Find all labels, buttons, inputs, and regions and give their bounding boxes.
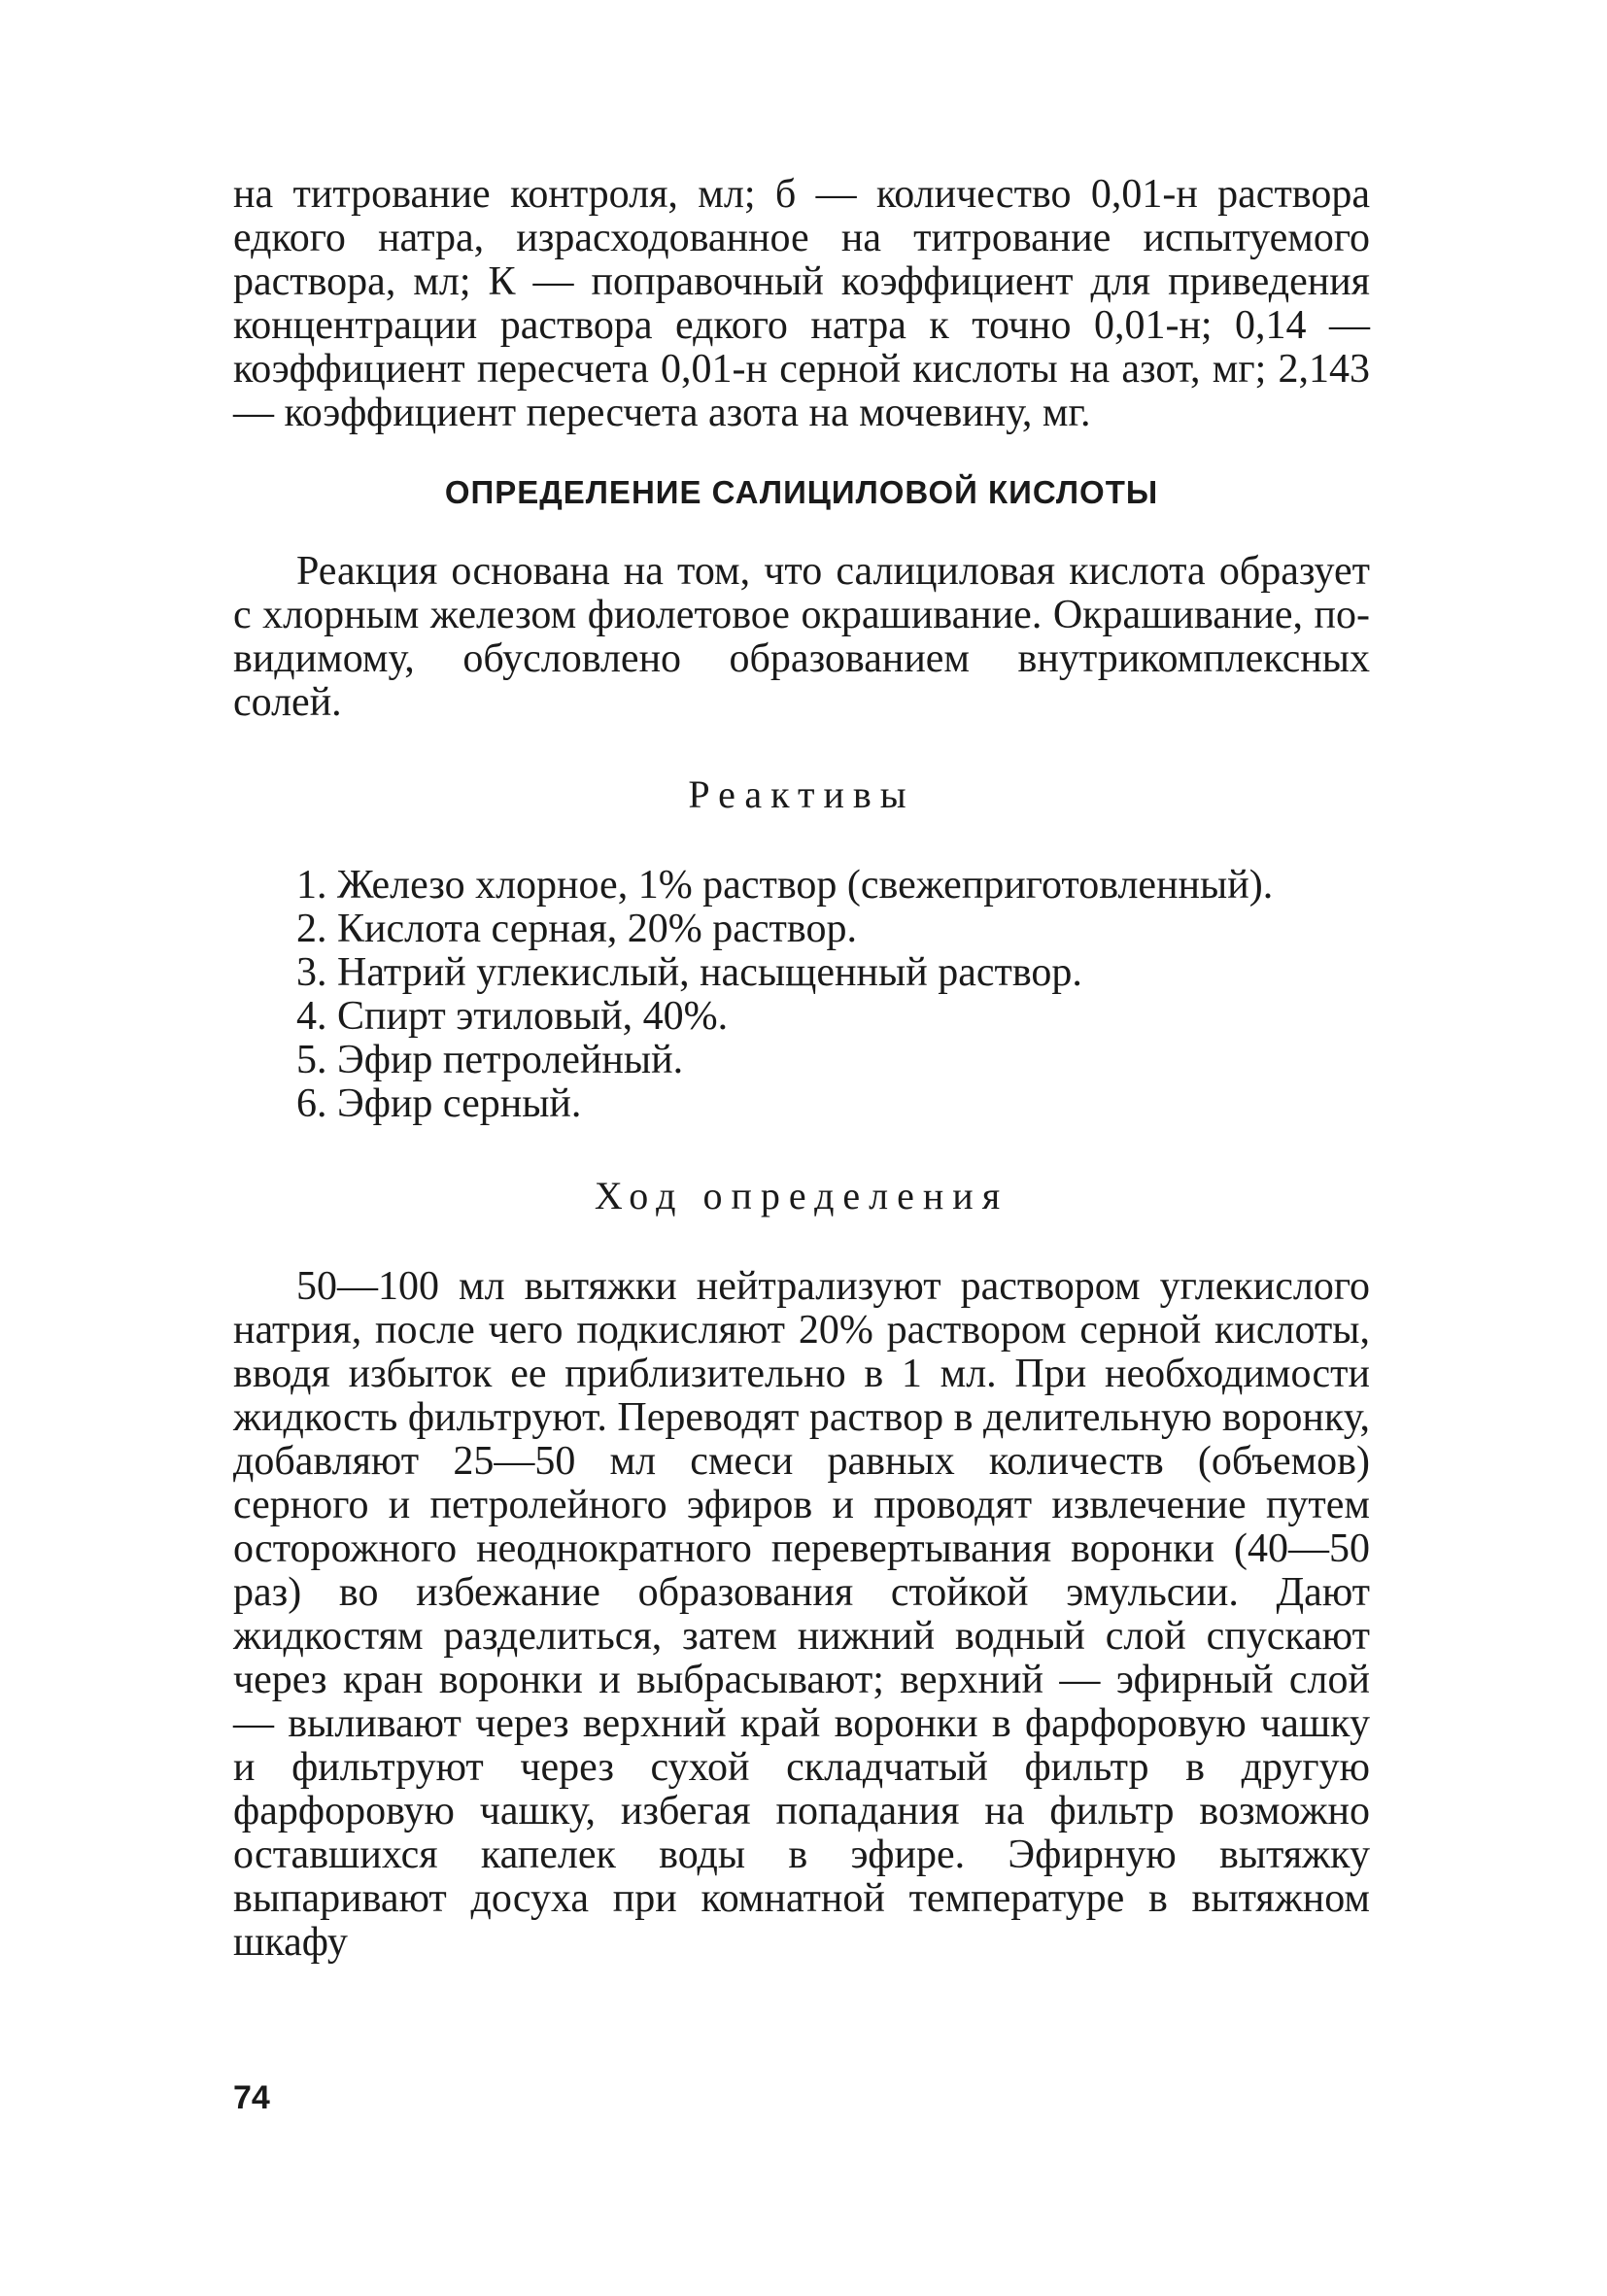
reagent-item [233, 864, 1370, 908]
page-number: 74 [233, 2079, 270, 2116]
reagent-number: 6. [296, 1081, 327, 1126]
reagent-text: Спирт этиловый, 40%. [337, 994, 729, 1039]
procedure-heading: Ход определения [594, 1174, 1009, 1217]
reagents-list [233, 864, 1370, 1126]
reagent-text: Железо хлорное, 1% раствор (свежеприготовленный). [337, 863, 1274, 908]
section-title: ОПРЕДЕЛЕНИЕ САЛИЦИЛОВОЙ КИСЛОТЫ [444, 474, 1159, 510]
reagent-text: Кислота серная, 20% раствор. [337, 907, 857, 951]
reagent-number: 1. [296, 863, 327, 908]
reagents-heading: Реактивы [688, 772, 915, 816]
reagent-item [233, 1039, 1370, 1082]
reagent-number: 3. [296, 950, 327, 995]
page-content [233, 173, 1370, 1965]
reaction-paragraph: Реакция основана на том, что салициловая кислота образует с хлорным железом фиолетовое окрашивание. Окрашивание, по-видимому, обусловлено образованием внутрикомплексных солей. [233, 549, 1370, 725]
reagent-number: 5. [296, 1038, 327, 1082]
reagent-item [233, 995, 1370, 1039]
reagent-item [233, 1082, 1370, 1126]
reagent-text: Эфир петролейный. [337, 1038, 684, 1082]
reagent-item [233, 951, 1370, 995]
reagent-text: Эфир серный. [337, 1081, 582, 1126]
reagent-number: 2. [296, 907, 327, 951]
reagent-item [233, 908, 1370, 951]
reagent-number: 4. [296, 994, 327, 1039]
procedure-paragraph: 50—100 мл вытяжки нейтрализуют раствором углекислого натрия, после чего подкисляют 20% раствором серной кислоты, вводя избыток ее приблизительно в 1 мл. При необходимости жидкость фильтруют. Переводят раствор в делительную воронку, добавляют 25—50 мл смеси равных количеств (объемов) серного и петролейного эфиров и проводят извлечение путем осторожного неоднократного перевертывания воронки (40—50 раз) во избежание образования стойкой эмульсии. Дают жидкостям разделиться, затем нижний водный слой спускают через кран воронки и выбрасывают; верхний — эфирный слой — выливают через верхний край воронки в фарфоровую чашку и фильтруют через сухой складчатый фильтр в другую фарфоровую чашку, избегая попадания на фильтр возможно оставшихся капелек воды в эфире. Эфирную вытяжку выпаривают досуха при комнатной температуре в вытяжном шкафу [233, 1264, 1370, 1965]
intro-paragraph: на титрование контроля, мл; б — количество 0,01-н раствора едкого натра, израсходованное на титрование испытуемого раствора, мл; К — поправочный коэффициент для приведения концентрации раствора едкого натра к точно 0,01-н; 0,14 — коэффициент пересчета 0,01-н серной кислоты на азот, мг; 2,143 — коэффициент пересчета азота на мочевину, мг. [233, 172, 1370, 435]
reagent-text: Натрий углекислый, насыщенный раствор. [337, 950, 1082, 995]
